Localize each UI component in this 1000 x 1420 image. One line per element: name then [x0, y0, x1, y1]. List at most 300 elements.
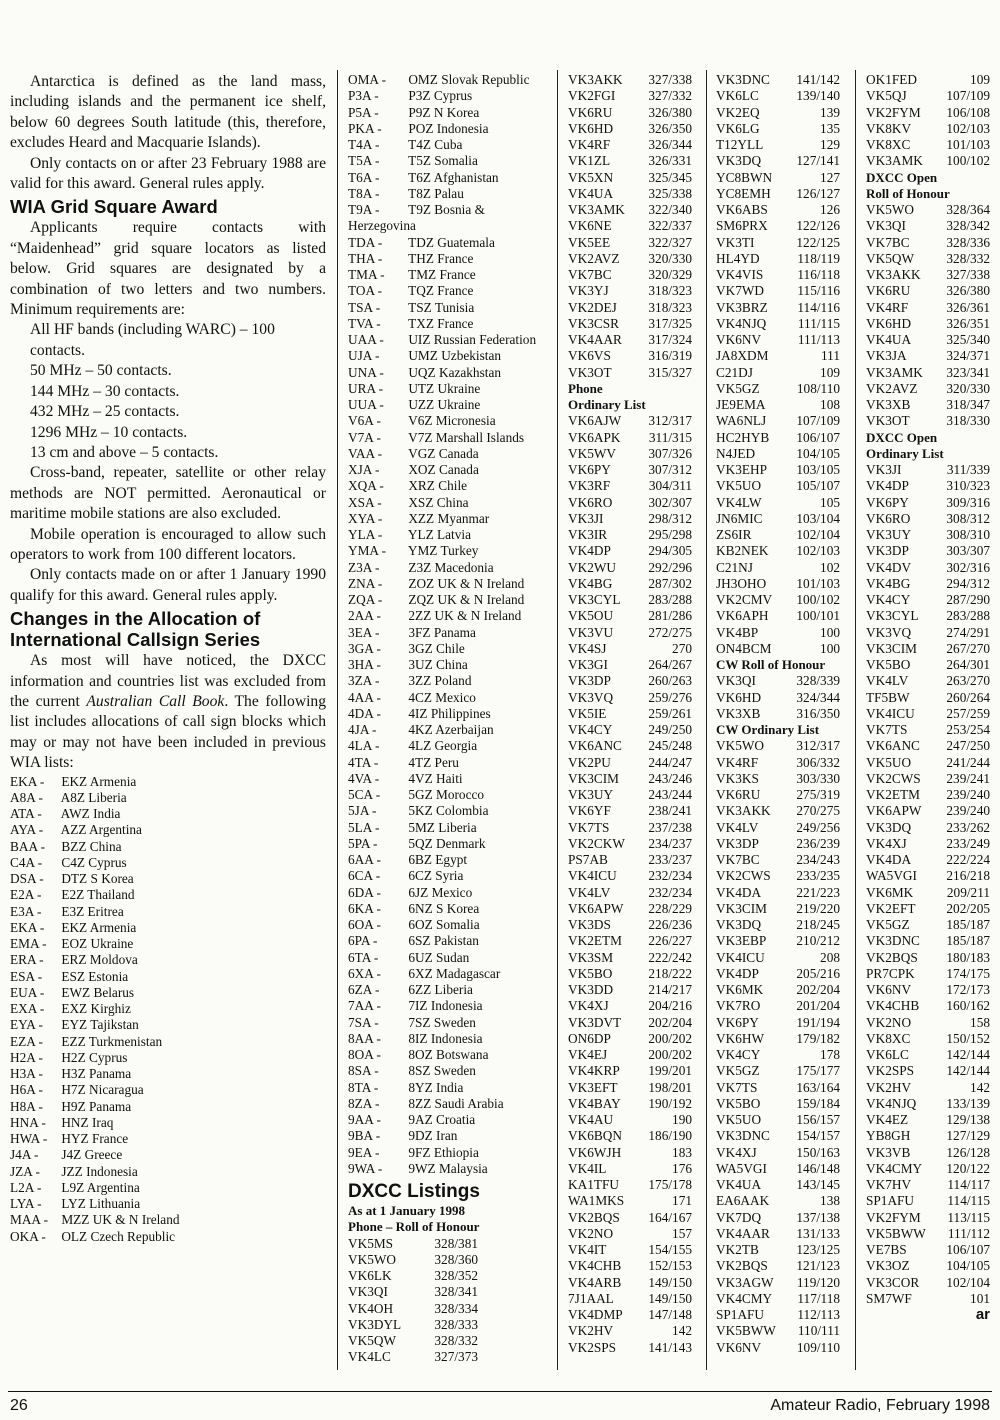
- prefix-row: [10, 806, 326, 822]
- score: 210/212: [796, 933, 840, 949]
- callsign: VK3AMK: [866, 153, 923, 169]
- prefix-row: [348, 170, 553, 186]
- dxcc-row: [716, 1177, 840, 1193]
- prefix-start: T9A -: [348, 202, 380, 217]
- callsign: VK4AAR: [716, 1225, 770, 1241]
- score: 142: [970, 1079, 990, 1095]
- score: 111/112: [947, 1225, 990, 1241]
- callsign: VK6NV: [716, 1339, 762, 1355]
- prefix-range-country: 6ZZ Liberia: [408, 982, 473, 997]
- callsign: VK3JI: [866, 462, 902, 477]
- callsign: VK3DNC: [716, 1128, 770, 1144]
- dxcc-row: [866, 722, 990, 738]
- dxcc-row: [716, 1112, 840, 1128]
- prefix-row: [348, 1128, 553, 1144]
- dxcc-row: [716, 755, 840, 771]
- dxcc-row: [716, 641, 840, 657]
- dxcc-row: [568, 186, 692, 202]
- dxcc-row: [866, 202, 990, 218]
- dxcc-row: [716, 966, 840, 982]
- prefix-range-country: 8YZ India: [408, 1079, 464, 1095]
- score: 318/330: [946, 413, 990, 429]
- prefix-range-country: EZZ Turkmenistan: [61, 1033, 163, 1049]
- score: 103/104: [796, 510, 840, 526]
- prefix-row: [348, 641, 553, 657]
- score: 326/344: [648, 137, 692, 152]
- callsign: VK3AKK: [716, 803, 771, 819]
- score: 239/240: [946, 787, 990, 802]
- score: 325/338: [648, 185, 692, 201]
- prefix-row: [348, 1047, 553, 1063]
- prefix-range-country: H7Z Nicaragua: [61, 1082, 144, 1098]
- prefix-range-country: 3ZZ Poland: [408, 673, 472, 689]
- prefix-start: 6CA -: [348, 868, 381, 884]
- callsign: VK5UO: [716, 1112, 762, 1127]
- score: 326/361: [946, 299, 990, 315]
- callsign: VK4SJ: [568, 640, 607, 656]
- prefix-range-country: AZZ Argentina: [60, 822, 142, 838]
- callsign: WA6NLJ: [716, 413, 767, 429]
- score: 328/360: [434, 1251, 478, 1267]
- prefix-start: 8OA -: [348, 1047, 381, 1062]
- callsign: VK5BO: [716, 1095, 761, 1111]
- score: 308/310: [946, 527, 990, 542]
- score: 102/103: [796, 543, 840, 559]
- score: 320/330: [648, 250, 692, 266]
- dxcc-row: [716, 950, 840, 966]
- prefix-range-country: 7IZ Indonesia: [408, 998, 483, 1014]
- dxcc-row: [866, 1080, 990, 1096]
- prefix-row: [10, 822, 326, 838]
- callsign: VK2WU: [568, 559, 617, 575]
- dxcc-row: [568, 771, 692, 787]
- score: 244/247: [648, 754, 692, 770]
- score: 103/105: [796, 462, 840, 477]
- list-heading: Phone: [568, 380, 603, 396]
- dxcc-row: [716, 706, 840, 722]
- prefix-range-country: 4CZ Mexico: [408, 689, 476, 705]
- callsign: PR7CPK: [866, 965, 915, 981]
- callsign: VK3VQ: [866, 624, 912, 640]
- callsign: VK5EE: [568, 234, 611, 250]
- callsign: VK6PY: [568, 462, 611, 477]
- score: 309/316: [946, 494, 990, 510]
- score: 114/116: [797, 299, 840, 315]
- prefix-range-country: JZZ Indonesia: [61, 1163, 138, 1179]
- callsign: VK3JA: [866, 348, 907, 364]
- dxcc-row: [866, 1226, 990, 1242]
- callsign: VK7WD: [716, 283, 765, 299]
- score: 325/345: [648, 169, 692, 185]
- score: 287/302: [648, 575, 692, 591]
- prefix-row: [348, 495, 553, 511]
- dxcc-row: [568, 1145, 692, 1161]
- score: 312/317: [796, 738, 840, 754]
- prefix-range-country: 2ZZ UK & N Ireland: [408, 608, 522, 624]
- score: 202/204: [796, 982, 840, 997]
- callsign: VK4NJQ: [866, 1095, 917, 1111]
- prefix-start: 8TA -: [348, 1079, 379, 1095]
- callsign: VK6HD: [716, 689, 762, 705]
- score: 327/332: [648, 88, 692, 104]
- prefix-start: 6AA -: [348, 852, 381, 867]
- dxcc-row: [568, 933, 692, 949]
- score: 109: [820, 364, 840, 380]
- callsign: VK3DQ: [716, 153, 762, 169]
- prefix-start: VAA -: [348, 445, 383, 461]
- callsign: VK3SM: [568, 949, 614, 965]
- callsign: C21NJ: [716, 559, 753, 575]
- prefix-start: 6PA -: [348, 933, 378, 949]
- callsign: VK4DP: [866, 478, 909, 494]
- score: 108: [820, 397, 840, 412]
- score: 127/141: [796, 153, 840, 169]
- callsign: VK3DD: [568, 982, 614, 997]
- callsign: VK4CY: [716, 1047, 761, 1062]
- score: 199/201: [648, 1063, 692, 1079]
- dxcc-row: [348, 1252, 478, 1268]
- score: 105/107: [796, 478, 840, 494]
- prefix-start: 6ZA -: [348, 982, 380, 997]
- grid-paragraph-4: Only contacts made on or after 1 January 1990 qualify for this award. General rules apply.: [10, 566, 326, 604]
- prefix-row: [10, 936, 326, 952]
- callsign: VK2SPS: [568, 1339, 617, 1355]
- score: 101: [970, 1290, 990, 1306]
- dxcc-row: [568, 365, 692, 381]
- prefix-range-country: 3FZ Panama: [408, 624, 476, 640]
- score: 198/201: [648, 1079, 692, 1095]
- prefix-row: [348, 820, 553, 836]
- dxcc-row: [866, 998, 990, 1014]
- callsign: VK5OU: [568, 608, 614, 624]
- callsign: VK5UO: [866, 754, 912, 770]
- dxcc-row: [568, 998, 692, 1014]
- prefix-start: A8A -: [10, 789, 43, 805]
- prefix-start: 6XA -: [348, 965, 381, 981]
- score: 274/291: [946, 624, 990, 640]
- callsign: VK2CMV: [716, 592, 773, 607]
- score: 275/319: [796, 787, 840, 802]
- prefix-start: 7AA -: [348, 998, 381, 1014]
- grid-requirement-2: 50 MHz – 50 contacts.: [30, 362, 172, 380]
- prefix-range-country: 3UZ China: [408, 657, 468, 672]
- callsign: YC8BWN: [716, 169, 773, 185]
- prefix-row: [348, 235, 553, 251]
- prefix-start: 4DA -: [348, 705, 381, 721]
- dxcc-row: [866, 950, 990, 966]
- score: 178: [820, 1047, 840, 1062]
- callsign: VK3DNC: [866, 933, 920, 949]
- dxcc-row: [716, 1161, 840, 1177]
- dxcc-row: [866, 88, 990, 104]
- score: 174/175: [946, 965, 990, 981]
- score: 156/157: [796, 1112, 840, 1127]
- callsign: VK6APW: [568, 900, 624, 916]
- callsign: EA6AAK: [716, 1193, 770, 1209]
- callsign: VK3VB: [866, 1144, 911, 1160]
- dxcc-row: [716, 348, 840, 364]
- callsign: VK7RO: [716, 998, 761, 1014]
- prefix-range-country: 8IZ Indonesia: [408, 1030, 483, 1046]
- score: 315/327: [648, 364, 692, 380]
- dxcc-row: [716, 690, 840, 706]
- dxcc-row: [866, 885, 990, 901]
- callsign: JN6MIC: [716, 510, 763, 526]
- prefix-start: ZQA -: [348, 592, 383, 607]
- prefix-start: 3ZA -: [348, 673, 380, 689]
- dxcc-row: [568, 1047, 692, 1063]
- prefix-start: L2A -: [10, 1179, 42, 1195]
- callsign: VK5BWW: [866, 1225, 926, 1241]
- score: 100/101: [796, 608, 840, 624]
- callsign: VK4LV: [716, 819, 759, 835]
- callsign: VK3AKK: [866, 267, 921, 282]
- score: 312/317: [648, 413, 692, 429]
- dxcc-row: [716, 673, 840, 689]
- callsign: VK3QI: [866, 218, 906, 234]
- callsign: VK3DP: [568, 673, 611, 689]
- callsign: VK6RU: [568, 104, 613, 120]
- dxcc-row: [716, 933, 840, 949]
- dxcc-row: [568, 1177, 692, 1193]
- dxcc-row: [568, 1096, 692, 1112]
- prefix-range-country: H9Z Panama: [61, 1098, 132, 1114]
- prefix-range-country: 9AZ Croatia: [408, 1112, 476, 1127]
- dxcc-row: [568, 1015, 692, 1031]
- prefix-start: XJA -: [348, 462, 380, 477]
- prefix-range-country: 4KZ Azerbaijan: [408, 722, 494, 737]
- dxcc-row: [866, 966, 990, 982]
- callsign: VK4BAY: [568, 1095, 621, 1111]
- changes-text-c: . The following list includes allocations of call sign blocks which may or may not have been included in previous WIA lists:: [10, 692, 327, 772]
- prefix-range-country: 6BZ Egypt: [408, 852, 468, 867]
- prefix-row: [348, 251, 553, 267]
- column-prefixes-dxcc: [348, 72, 553, 1366]
- prefix-start: TSA -: [348, 299, 381, 315]
- score: 243/246: [648, 770, 692, 786]
- dxcc-row: [866, 608, 990, 624]
- score: 190/192: [648, 1095, 692, 1111]
- grid-requirement-5: 1296 MHz – 10 contacts.: [30, 423, 188, 441]
- callsign: VK6NV: [716, 332, 762, 347]
- score: 306/332: [796, 754, 840, 770]
- prefix-start: EKA -: [10, 919, 45, 935]
- dxcc-row: [716, 1063, 840, 1079]
- prefix-row: [348, 950, 553, 966]
- callsign: VK6NV: [866, 982, 912, 997]
- prefix-row: [10, 952, 326, 968]
- dxcc-row: [866, 787, 990, 803]
- callsign: VK2PU: [568, 754, 611, 770]
- callsign: VK4EJ: [568, 1047, 608, 1062]
- score: 328/332: [434, 1333, 478, 1348]
- prefix-start: H2A -: [10, 1049, 43, 1065]
- score: 139/140: [796, 88, 840, 104]
- dxcc-row: [568, 1323, 692, 1339]
- callsign: VK6BQN: [568, 1128, 622, 1144]
- callsign: VK2FGI: [568, 88, 616, 104]
- dxcc-row: [716, 852, 840, 868]
- callsign: VK8XC: [866, 1030, 911, 1046]
- score: 147/148: [648, 1307, 692, 1322]
- dxcc-row: [568, 235, 692, 251]
- score: 320/330: [946, 380, 990, 396]
- prefix-row: [10, 1017, 326, 1033]
- score: 101/103: [946, 137, 990, 152]
- score: 163/164: [796, 1079, 840, 1095]
- score: 270/275: [796, 803, 840, 819]
- dxcc-row: [716, 251, 840, 267]
- prefix-start: 8SA -: [348, 1063, 379, 1079]
- prefix-list-1: [10, 774, 326, 1245]
- prefix-start: 8AA -: [348, 1030, 381, 1046]
- prefix-row: [10, 1196, 326, 1212]
- callsign: VK3UY: [866, 527, 912, 542]
- prefix-range-country: T4Z Cuba: [408, 137, 463, 152]
- prefix-range-country: 4IZ Philippines: [408, 705, 491, 721]
- score: 126/128: [946, 1144, 990, 1160]
- score: 302/316: [946, 559, 990, 575]
- prefix-range-country: XOZ Canada: [408, 462, 479, 477]
- prefix-row: [348, 722, 553, 738]
- dxcc-row: [866, 690, 990, 706]
- callsign: VK6APK: [568, 429, 621, 445]
- score: 102/103: [946, 120, 990, 136]
- dxcc-row: [716, 105, 840, 121]
- dxcc-row: [716, 153, 840, 169]
- dxcc-row: [568, 657, 692, 673]
- score: 139: [820, 104, 840, 120]
- prefix-start: 4TA -: [348, 754, 379, 770]
- score: 328/352: [434, 1268, 478, 1283]
- score: 222/224: [946, 852, 990, 867]
- footer-rule: [8, 1391, 992, 1392]
- score: 303/330: [796, 770, 840, 786]
- dxcc-row: [716, 1128, 840, 1144]
- prefix-start: 4LA -: [348, 738, 380, 754]
- prefix-range-country: EKZ Armenia: [61, 773, 137, 789]
- dxcc-row: [568, 170, 692, 186]
- callsign: VK2CWS: [716, 868, 771, 884]
- callsign: VK2CWS: [866, 770, 921, 786]
- dxcc-row: [568, 901, 692, 917]
- prefix-row: [10, 1131, 326, 1147]
- callsign: ON4BCM: [716, 640, 772, 656]
- callsign: VK4DV: [866, 559, 912, 575]
- score: 326/331: [648, 153, 692, 169]
- dxcc-row: [866, 641, 990, 657]
- prefix-row: [10, 1066, 326, 1082]
- prefix-range-country: UTZ Ukraine: [408, 380, 481, 396]
- dxcc-row: [866, 413, 990, 429]
- prefix-range-country: ERZ Moldova: [61, 952, 138, 968]
- score: 122/126: [796, 218, 840, 234]
- prefix-start: XSA -: [348, 494, 382, 510]
- score: 316/319: [648, 348, 692, 364]
- callsign: VK4CY: [568, 722, 613, 737]
- prefix-start: EMA -: [10, 936, 47, 952]
- prefix-range-country: 6JZ Mexico: [408, 884, 473, 900]
- callsign: VK2FYM: [866, 104, 921, 120]
- dxcc-row: [866, 218, 990, 234]
- callsign: VK4BG: [568, 575, 613, 591]
- dxcc-row: [568, 218, 692, 234]
- list-heading: CW Ordinary List: [716, 722, 820, 737]
- prefix-start: YLA -: [348, 527, 383, 542]
- score: 110/111: [797, 1323, 840, 1339]
- score: 205/216: [796, 965, 840, 981]
- score: 239/240: [946, 803, 990, 819]
- callsign: JE9EMA: [716, 397, 766, 412]
- score: 121/123: [796, 1258, 840, 1274]
- prefix-row: [348, 527, 553, 543]
- prefix-start: H3A -: [10, 1066, 43, 1082]
- prefix-start: E2A -: [10, 887, 42, 903]
- prefix-row: [348, 446, 553, 462]
- prefix-start: EYA -: [10, 1017, 43, 1033]
- callsign: VK3VU: [568, 624, 614, 640]
- score: 328/342: [946, 218, 990, 234]
- prefix-start: TMA -: [348, 267, 385, 282]
- prefix-row: [348, 901, 553, 917]
- prefix-start: ATA -: [10, 806, 42, 822]
- score: 106/107: [796, 429, 840, 445]
- prefix-row: [348, 982, 553, 998]
- score: 326/380: [946, 283, 990, 299]
- callsign: VK4UA: [866, 332, 912, 347]
- callsign: VK2EFT: [866, 900, 916, 916]
- callsign: VK4EZ: [866, 1112, 909, 1127]
- prefix-start: V6A -: [348, 413, 381, 429]
- dxcc-row: [866, 153, 990, 169]
- prefix-range-country: 9FZ Ethiopia: [408, 1144, 479, 1160]
- callsign: VK6ABS: [716, 202, 768, 217]
- dxcc-row: [866, 348, 990, 364]
- dxcc-row: [716, 803, 840, 819]
- callsign: VK3DNC: [716, 72, 770, 87]
- score: 122/125: [796, 234, 840, 250]
- prefix-range-country: 6OZ Somalia: [408, 917, 480, 932]
- prefix-range-country: 6NZ S Korea: [408, 900, 480, 916]
- prefix-range-country: T9Z Bosnia & Herzegovina: [348, 202, 485, 234]
- prefix-start: E3A -: [10, 903, 42, 919]
- score: 107/109: [796, 413, 840, 429]
- score: 116/118: [797, 267, 840, 282]
- prefix-row: [348, 885, 553, 901]
- prefix-row: [348, 1080, 553, 1096]
- dxcc-row: [866, 1258, 990, 1274]
- prefix-row: [348, 852, 553, 868]
- callsign: VK2SPS: [866, 1063, 915, 1079]
- callsign: VK3AMK: [866, 364, 923, 380]
- prefix-row: [10, 985, 326, 1001]
- dxcc-row: [568, 690, 692, 706]
- score: 249/250: [648, 722, 692, 737]
- callsign: VK3YJ: [568, 283, 609, 299]
- callsign: ZS6IR: [716, 527, 752, 542]
- callsign: VK4ICU: [568, 868, 617, 884]
- prefix-range-country: LYZ Lithuania: [61, 1196, 141, 1212]
- prefix-start: DSA -: [10, 871, 44, 887]
- dxcc-row: [568, 1063, 692, 1079]
- dxcc-row: [568, 885, 692, 901]
- callsign: VK4UA: [716, 1177, 762, 1192]
- callsign: VK4XJ: [568, 998, 609, 1014]
- prefix-range-country: V6Z Micronesia: [408, 413, 496, 429]
- antarctica-paragraph-1: Antarctica is defined as the land mass, including islands and the permanent ice shelf, below 60 degrees South latitude (this, therefore, excludes Heard and Macquarie Islands).: [10, 73, 326, 152]
- score: 302/307: [648, 494, 692, 510]
- prefix-start: T5A -: [348, 153, 380, 169]
